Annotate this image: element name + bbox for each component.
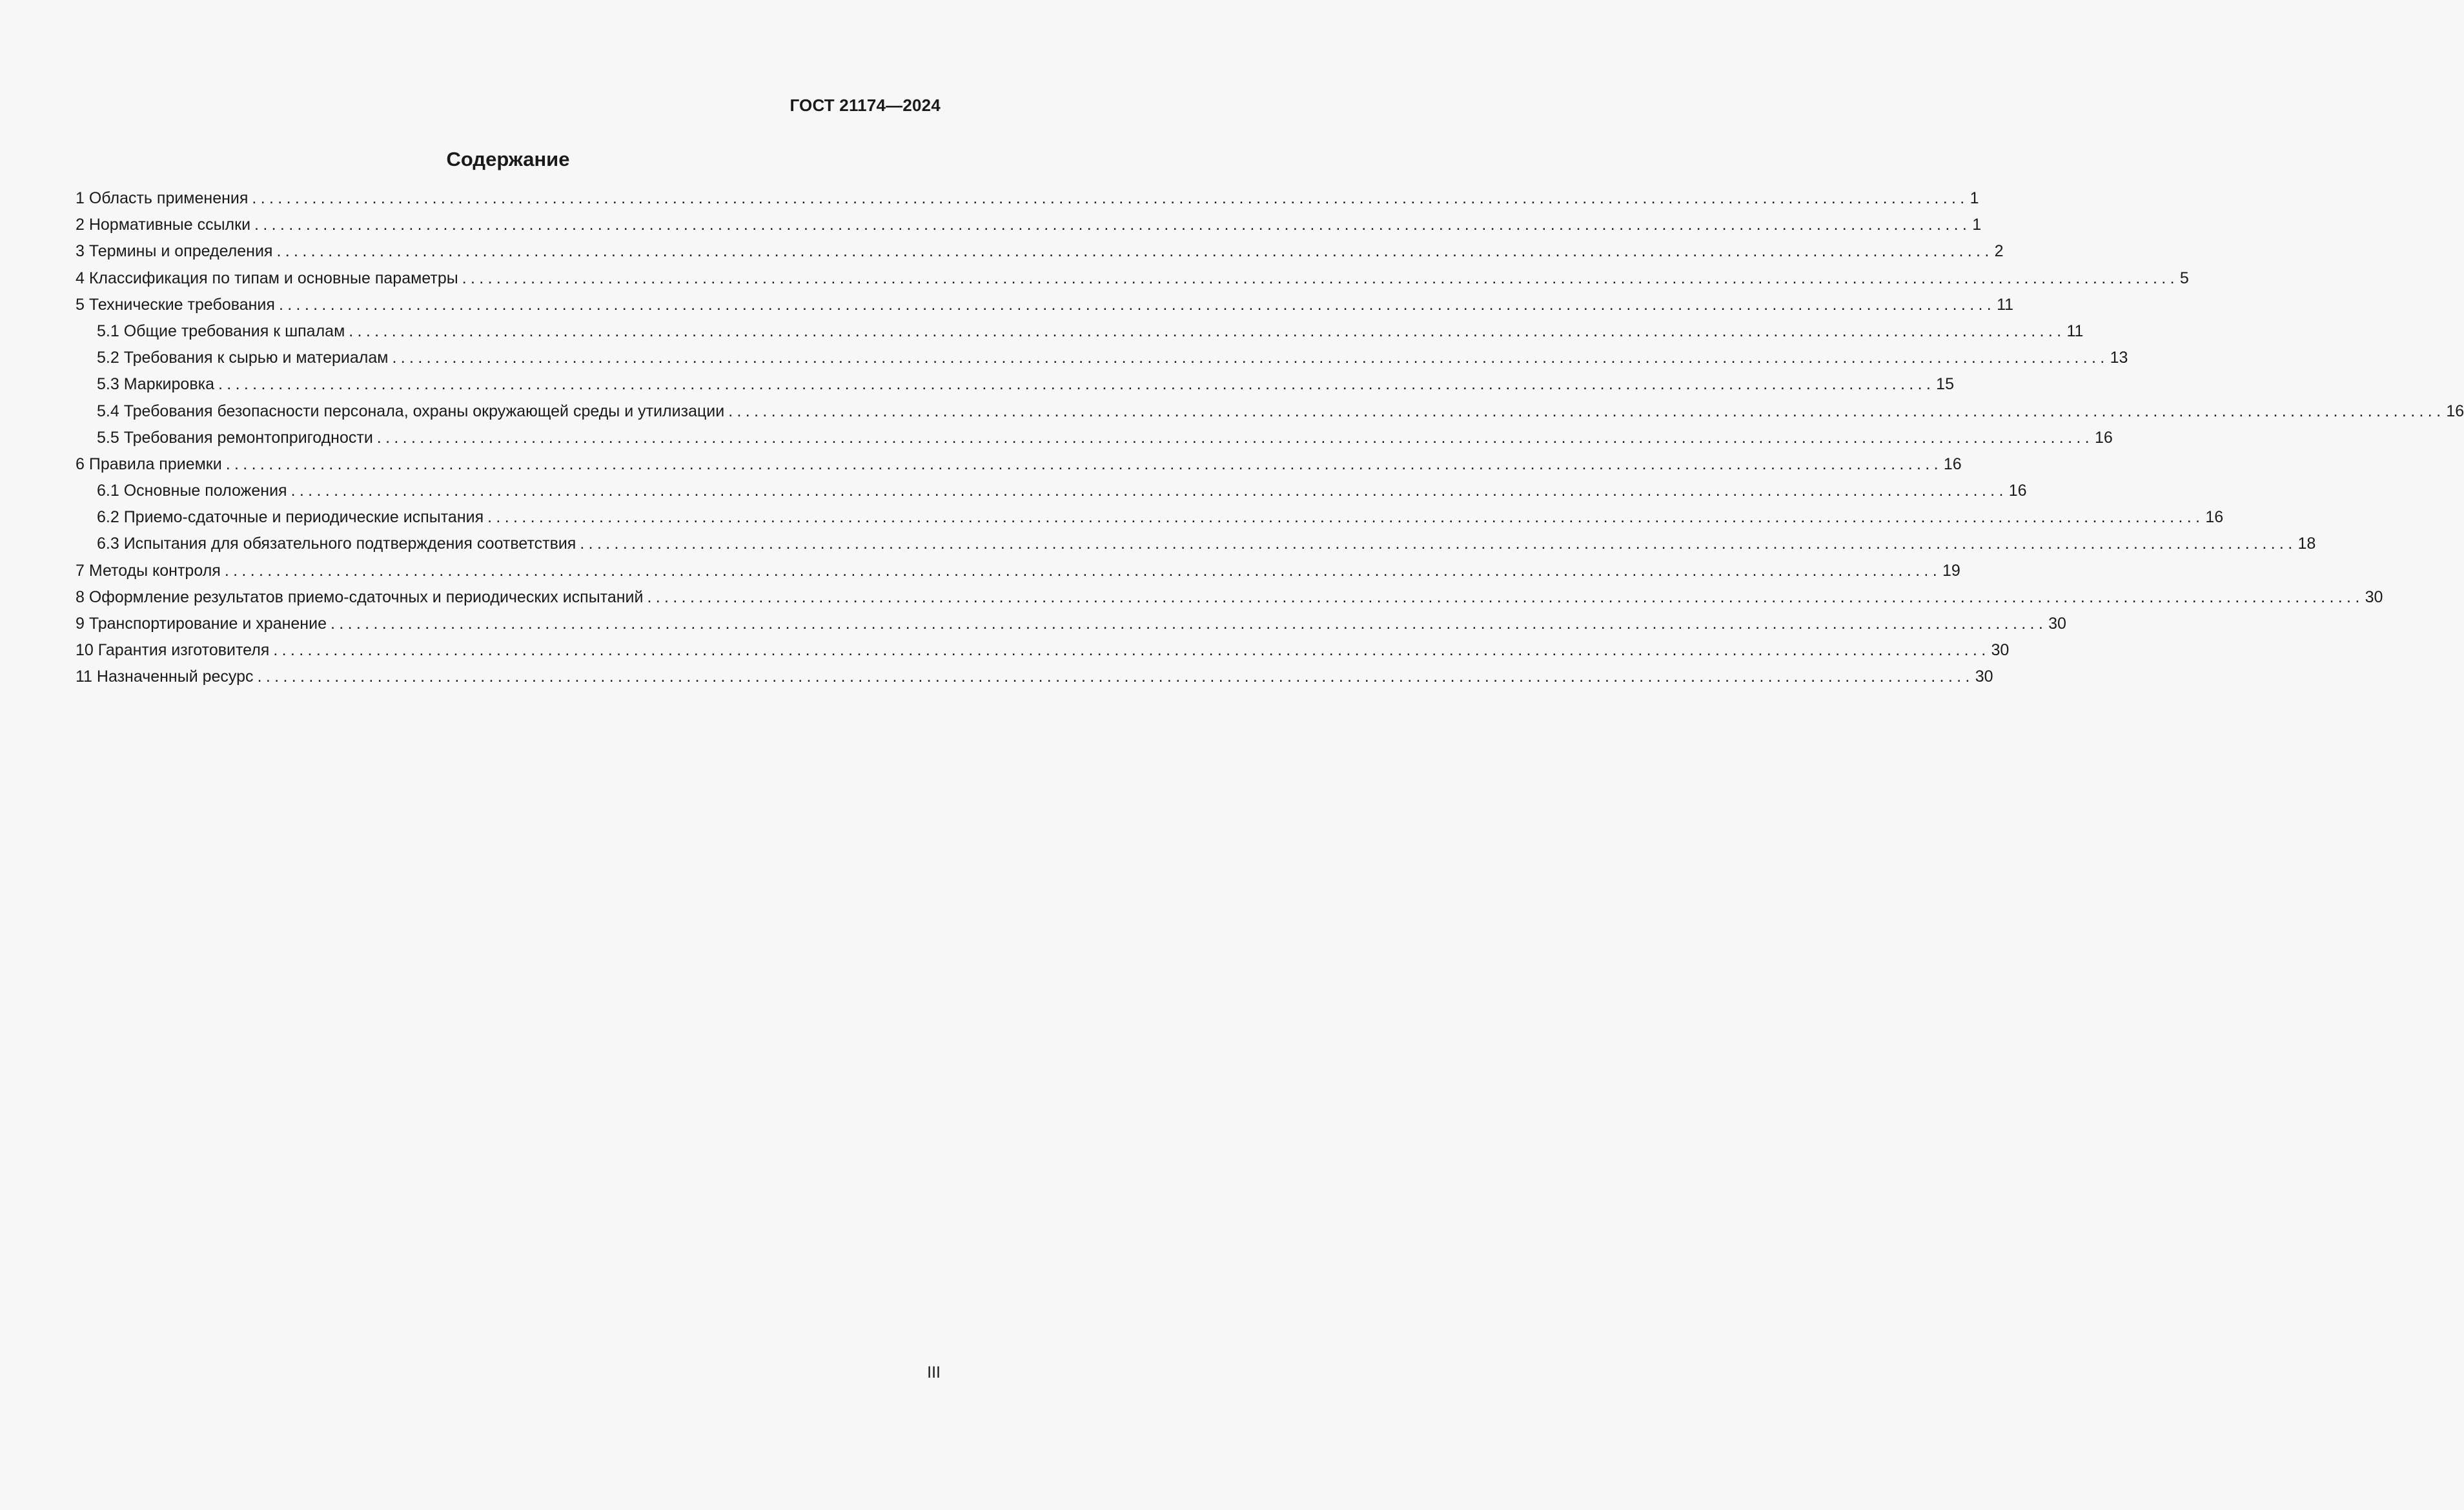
toc-entry[interactable]: [76, 584, 2383, 611]
toc-dot-leader: ........................................................................................................................................................................................................: [225, 454, 1942, 473]
toc-dot-leader: ........................................................................................................................................................................................................: [257, 668, 1974, 686]
document-code: ГОСТ 21174—2024: [789, 96, 941, 115]
toc-dot-leader: ........................................................................................................................................................................................................: [218, 375, 1935, 394]
toc-dot-leader: ........................................................................................................................................................................................................: [376, 428, 2093, 447]
toc-entry-label: 8 Оформление результатов приемо-сдаточных и периодических испытаний: [76, 587, 644, 606]
toc-entry-label: 6.1 Основные положения: [97, 482, 287, 500]
toc-entry-label: 2 Нормативные ссылки: [76, 216, 251, 234]
toc-dot-leader: ........................................................................................................................................................................................................: [392, 349, 2109, 367]
toc-entry-label: 6.2 Приемо-сдаточные и периодические испытания: [97, 508, 484, 527]
toc-entry-page: 16: [2094, 428, 2113, 447]
toc-entry-label: 6 Правила приемки: [76, 454, 222, 473]
toc-entry[interactable]: [76, 371, 1954, 398]
toc-entry[interactable]: [76, 212, 1982, 238]
toc-entry-page: 16: [2205, 508, 2224, 527]
toc-entry[interactable]: [76, 451, 1962, 478]
toc-dot-leader: ........................................................................................................................................................................................................: [728, 402, 2445, 420]
toc-dot-leader: ........................................................................................................................................................................................................: [330, 615, 2048, 633]
toc-entry[interactable]: [76, 531, 2316, 557]
toc-entry[interactable]: [76, 637, 2010, 664]
toc-entry-label: 3 Термины и определения: [76, 242, 273, 261]
toc-entry[interactable]: [76, 238, 2004, 265]
toc-entry-page: 11: [2066, 321, 2084, 340]
toc-entry-page: 13: [2110, 349, 2128, 367]
table-of-contents: [76, 185, 2464, 691]
toc-dot-leader: ........................................................................................................................................................................................................: [647, 587, 2364, 606]
toc-entry-label: 5.3 Маркировка: [97, 375, 214, 394]
toc-dot-leader: ........................................................................................................................................................................................................: [276, 242, 1993, 261]
toc-entry-label: 1 Область применения: [76, 189, 249, 207]
toc-dot-leader: ........................................................................................................................................................................................................: [487, 508, 2204, 527]
toc-dot-leader: ........................................................................................................................................................................................................: [224, 561, 1941, 580]
toc-entry-page: 19: [1942, 561, 1960, 580]
toc-entry-label: 5.1 Общие требования к шпалам: [97, 321, 345, 340]
toc-entry-page: 30: [1991, 641, 2010, 660]
toc-entry-page: 2: [1994, 242, 2004, 261]
toc-entry-page: 1: [1970, 189, 1979, 207]
toc-entry-page: 5: [2179, 269, 2189, 287]
toc-entry-page: 15: [1936, 375, 1954, 394]
toc-entry[interactable]: [76, 345, 2128, 371]
toc-entry[interactable]: [76, 664, 1993, 690]
toc-entry-label: 4 Классификация по типам и основные параметры: [76, 269, 458, 287]
toc-entry[interactable]: [76, 558, 1960, 584]
toc-entry-label: 9 Транспортирование и хранение: [76, 615, 327, 633]
toc-entry-page: 30: [2365, 587, 2383, 606]
toc-dot-leader: ........................................................................................................................................................................................................: [349, 321, 2066, 340]
toc-entry-page: 18: [2297, 535, 2316, 553]
toc-entry-page: 16: [1943, 454, 1962, 473]
toc-entry-label: 6.3 Испытания для обязательного подтверждения соответствия: [97, 535, 576, 553]
toc-entry-label: 5.2 Требования к сырью и материалам: [97, 349, 389, 367]
toc-entry-label: 7 Методы контроля: [76, 561, 221, 580]
toc-dot-leader: ........................................................................................................................................................................................................: [290, 482, 2008, 500]
toc-entry-label: 10 Гарантия изготовителя: [76, 641, 270, 660]
toc-entry-page: 16: [2446, 402, 2464, 420]
toc-entry-label: 5.4 Требования безопасности персонала, охраны окружающей среды и утилизации: [97, 402, 725, 420]
toc-dot-leader: ........................................................................................................................................................................................................: [278, 295, 1996, 314]
toc-entry-page: 30: [2048, 615, 2066, 633]
toc-entry[interactable]: [76, 478, 2027, 504]
toc-entry-page: 11: [1997, 295, 2014, 314]
toc-entry[interactable]: [76, 265, 2189, 292]
toc-entry[interactable]: [76, 318, 2084, 345]
toc-dot-leader: ........................................................................................................................................................................................................: [580, 535, 2297, 553]
toc-dot-leader: ........................................................................................................................................................................................................: [273, 641, 1990, 660]
toc-entry[interactable]: [76, 611, 2066, 637]
toc-dot-leader: ........................................................................................................................................................................................................: [462, 269, 2179, 287]
toc-title: Содержание: [446, 148, 570, 170]
toc-entry-page: 30: [1975, 668, 1993, 686]
toc-entry-page: 16: [2008, 482, 2027, 500]
toc-entry[interactable]: [76, 398, 2464, 425]
toc-entry[interactable]: [76, 504, 2224, 531]
toc-dot-leader: ........................................................................................................................................................................................................: [254, 216, 1971, 234]
toc-entry[interactable]: [76, 425, 2113, 451]
toc-entry-page: 1: [1972, 216, 1982, 234]
toc-entry[interactable]: [76, 292, 2014, 318]
toc-entry-label: 5.5 Требования ремонтопригодности: [97, 428, 373, 447]
page-number: III: [927, 1363, 941, 1382]
toc-dot-leader: ........................................................................................................................................................................................................: [252, 189, 1969, 207]
toc-entry[interactable]: [76, 185, 1979, 212]
toc-entry-label: 11 Назначенный ресурс: [76, 668, 254, 686]
toc-entry-label: 5 Технические требования: [76, 295, 275, 314]
